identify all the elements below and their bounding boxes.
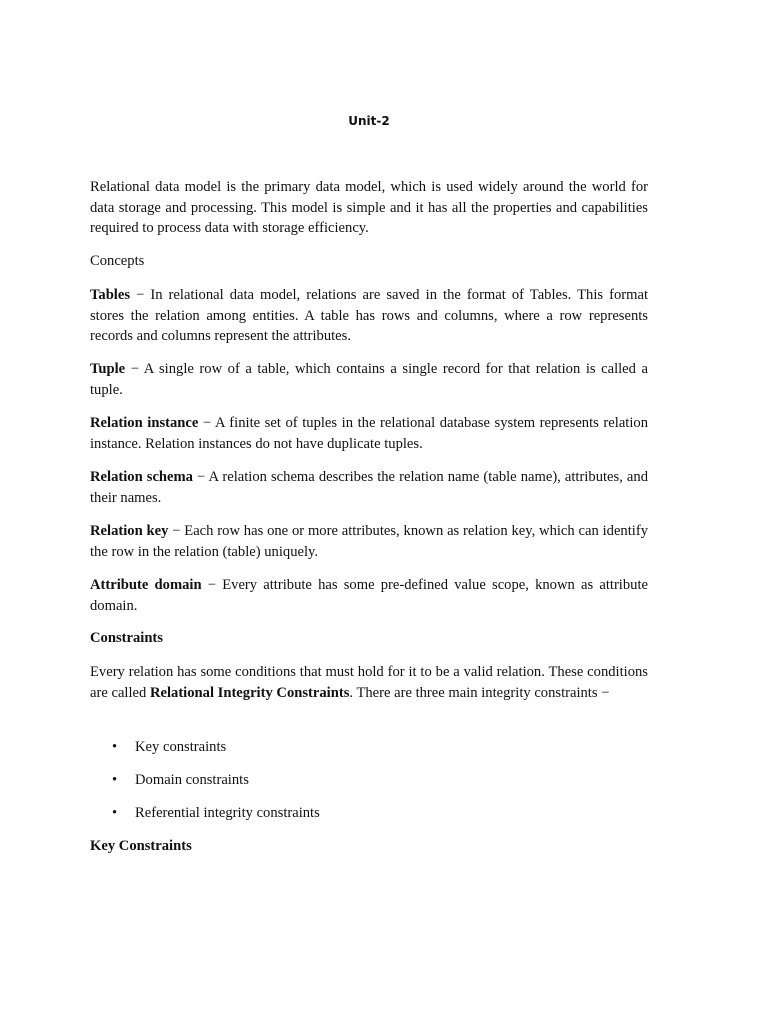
definition-text: − Every attribute has some pre-defined value scope, known as attribute domain. [90, 577, 648, 614]
constraints-heading: Constraints [90, 630, 163, 646]
definition-term: Relation instance [90, 415, 199, 431]
definition-term: Relation schema [90, 469, 193, 485]
definition-term: Relation key [90, 523, 169, 539]
definition-text: − A single row of a table, which contains a single record for that relation is called a tuple. [90, 361, 648, 398]
definition-text: − In relational data model, relations are saved in the format of Tables. This format stores the relation among entities. A table has rows and columns, where a row represents records and columns represent the attributes. [90, 287, 648, 344]
list-item [90, 803, 320, 824]
key-constraints-heading: Key Constraints [90, 838, 192, 854]
definition-text: − A relation schema describes the relation name (table name), attributes, and their names. [90, 469, 648, 506]
page-title: Unit-2 [348, 114, 390, 128]
constraints-text-after: . There are three main integrity constraints − [349, 684, 610, 701]
definition-relation-key [90, 521, 648, 562]
bullet-icon: • [112, 772, 118, 788]
concepts-label: Concepts [90, 253, 145, 269]
definition-tuple [90, 359, 648, 400]
list-item-label: Referential integrity constraints [135, 805, 320, 821]
constraints-paragraph [90, 662, 648, 703]
constraints-text-before: Every relation has some conditions that must hold for it to be a valid relation. These conditions are called [90, 664, 648, 701]
definition-term: Tuple [90, 361, 126, 377]
definition-relation-instance [90, 413, 648, 454]
definition-term: Tables [90, 287, 131, 303]
definition-text: − Each row has one or more attributes, known as relation key, which can identify the row in the relation (table) uniquely. [90, 523, 648, 560]
list-item [90, 770, 320, 791]
intro-paragraph: Relational data model is the primary data model, which is used widely around the world for data storage and processing. This model is simple and it has all the properties and capabilities required to process data with storage efficiency. [90, 179, 648, 236]
definition-tables [90, 285, 648, 347]
definition-text: − A finite set of tuples in the relational database system represents relation instance. Relation instances do not have duplicate tuples. [90, 415, 648, 452]
definition-attribute-domain [90, 575, 648, 616]
list-item-label: Domain constraints [135, 772, 249, 788]
definition-relation-schema [90, 467, 648, 508]
list-item-label: Key constraints [135, 739, 227, 755]
list-item [90, 737, 320, 758]
constraints-list [90, 737, 320, 836]
bullet-icon: • [112, 805, 118, 821]
definition-term: Attribute domain [90, 577, 202, 593]
bullet-icon: • [112, 739, 118, 755]
constraints-emphasis: Relational Integrity Constraints [149, 684, 350, 701]
